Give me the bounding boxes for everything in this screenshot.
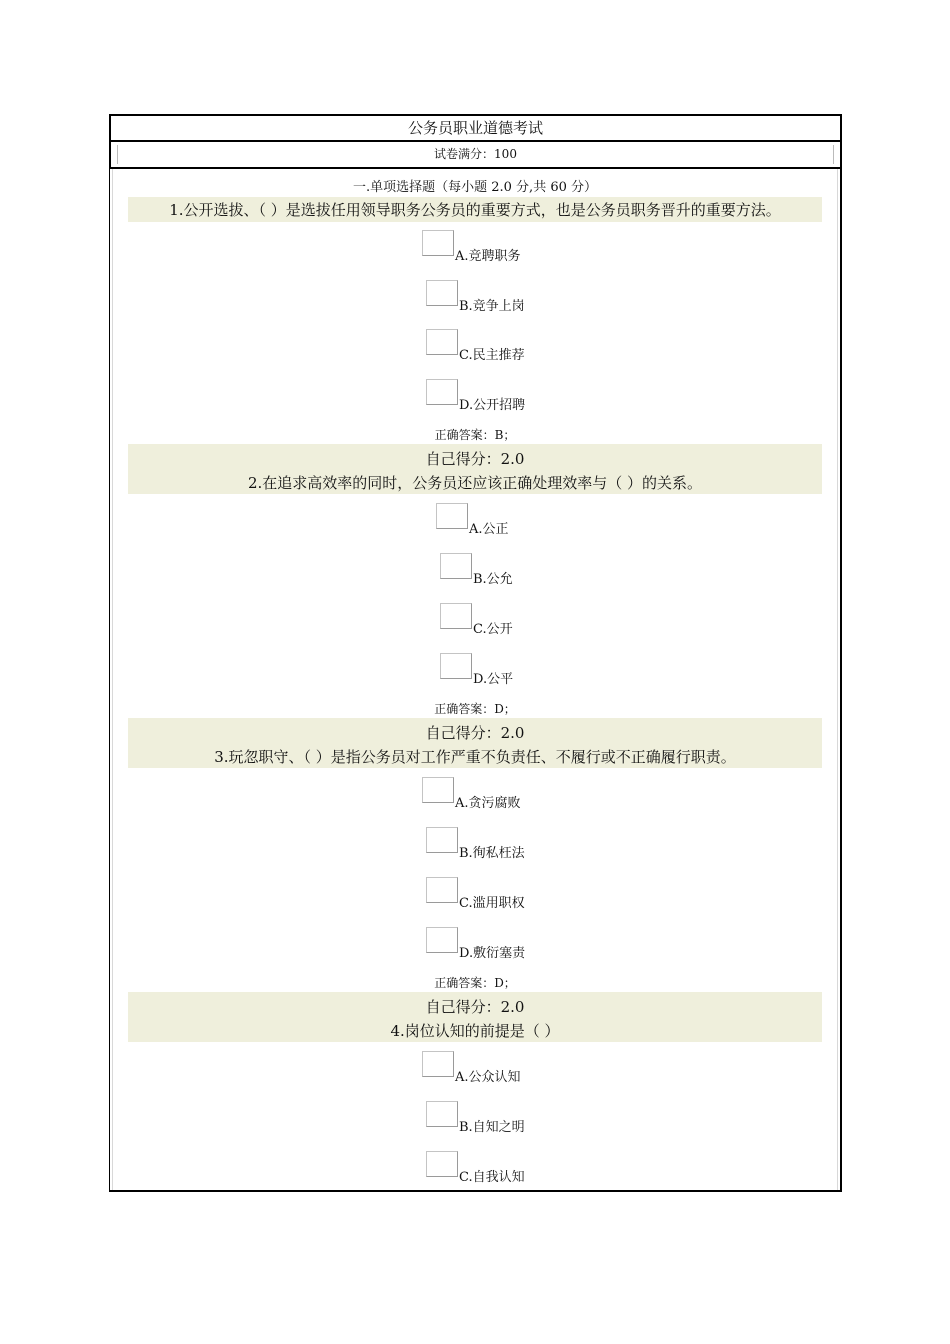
- option-checkbox[interactable]: [440, 603, 472, 629]
- option-label: C.滥用职权: [459, 896, 525, 911]
- option-checkbox[interactable]: [422, 230, 454, 256]
- self-score-2: 自己得分：2.0: [425, 724, 525, 742]
- option-checkbox[interactable]: [426, 280, 458, 306]
- option-checkbox[interactable]: [422, 777, 454, 803]
- option-checkbox[interactable]: [436, 503, 468, 529]
- self-score-3: 自己得分：2.0: [425, 998, 525, 1016]
- question-3-text: 3.玩忽职守、（ ）是指公务员对工作严重不负责任、不履行或不正确履行职责。: [214, 748, 736, 766]
- option-checkbox[interactable]: [426, 379, 458, 405]
- option-label: D.敷衍塞责: [459, 946, 526, 961]
- option-checkbox[interactable]: [422, 1051, 454, 1077]
- divider: [117, 145, 118, 164]
- option-checkbox[interactable]: [440, 553, 472, 579]
- option-label: A.公正: [469, 522, 509, 537]
- section-title: 一.单项选择题（每小题 2.0 分,共 60 分）: [352, 180, 597, 195]
- divider: [833, 145, 834, 164]
- option-checkbox[interactable]: [426, 329, 458, 355]
- correct-answer-2: 正确答案：D；: [434, 702, 516, 716]
- exam-title: 公务员职业道德考试: [109, 114, 842, 142]
- option-checkbox[interactable]: [426, 877, 458, 903]
- full-score-row: [109, 142, 842, 169]
- right-inner-border: [837, 169, 838, 1190]
- option-checkbox[interactable]: [426, 827, 458, 853]
- full-score-label: 试卷满分：100: [434, 147, 517, 161]
- option-label: C.自我认知: [459, 1170, 525, 1185]
- option-checkbox[interactable]: [440, 653, 472, 679]
- left-inner-border: [112, 169, 113, 1190]
- self-score-1: 自己得分：2.0: [425, 450, 525, 468]
- option-checkbox[interactable]: [426, 1151, 458, 1177]
- correct-answer-3: 正确答案：D；: [434, 976, 516, 990]
- option-label: D.公平: [473, 672, 514, 687]
- question-2-text: 2.在追求高效率的同时，公务员还应该正确处理效率与（ ）的关系。: [247, 474, 703, 492]
- option-label: B.公允: [473, 572, 513, 587]
- option-label: A.公众认知: [455, 1070, 521, 1085]
- option-label: C.公开: [473, 622, 513, 637]
- option-checkbox[interactable]: [426, 927, 458, 953]
- correct-answer-1: 正确答案：B；: [434, 428, 516, 442]
- question-4-text: 4.岗位认知的前提是（ ）: [390, 1022, 560, 1040]
- option-label: A.贪污腐败: [455, 796, 521, 811]
- option-label: B.徇私枉法: [459, 846, 525, 861]
- option-label: A.竞聘职务: [455, 249, 521, 264]
- option-label: B.自知之明: [459, 1120, 525, 1135]
- option-label: B.竞争上岗: [459, 299, 525, 314]
- question-1-text: 1.公开选拔、（ ）是选拔任用领导职务公务员的重要方式，也是公务员职务晋升的重要方法。: [169, 201, 781, 219]
- option-label: D.公开招聘: [459, 398, 526, 413]
- option-label: C.民主推荐: [459, 348, 525, 363]
- option-checkbox[interactable]: [426, 1101, 458, 1127]
